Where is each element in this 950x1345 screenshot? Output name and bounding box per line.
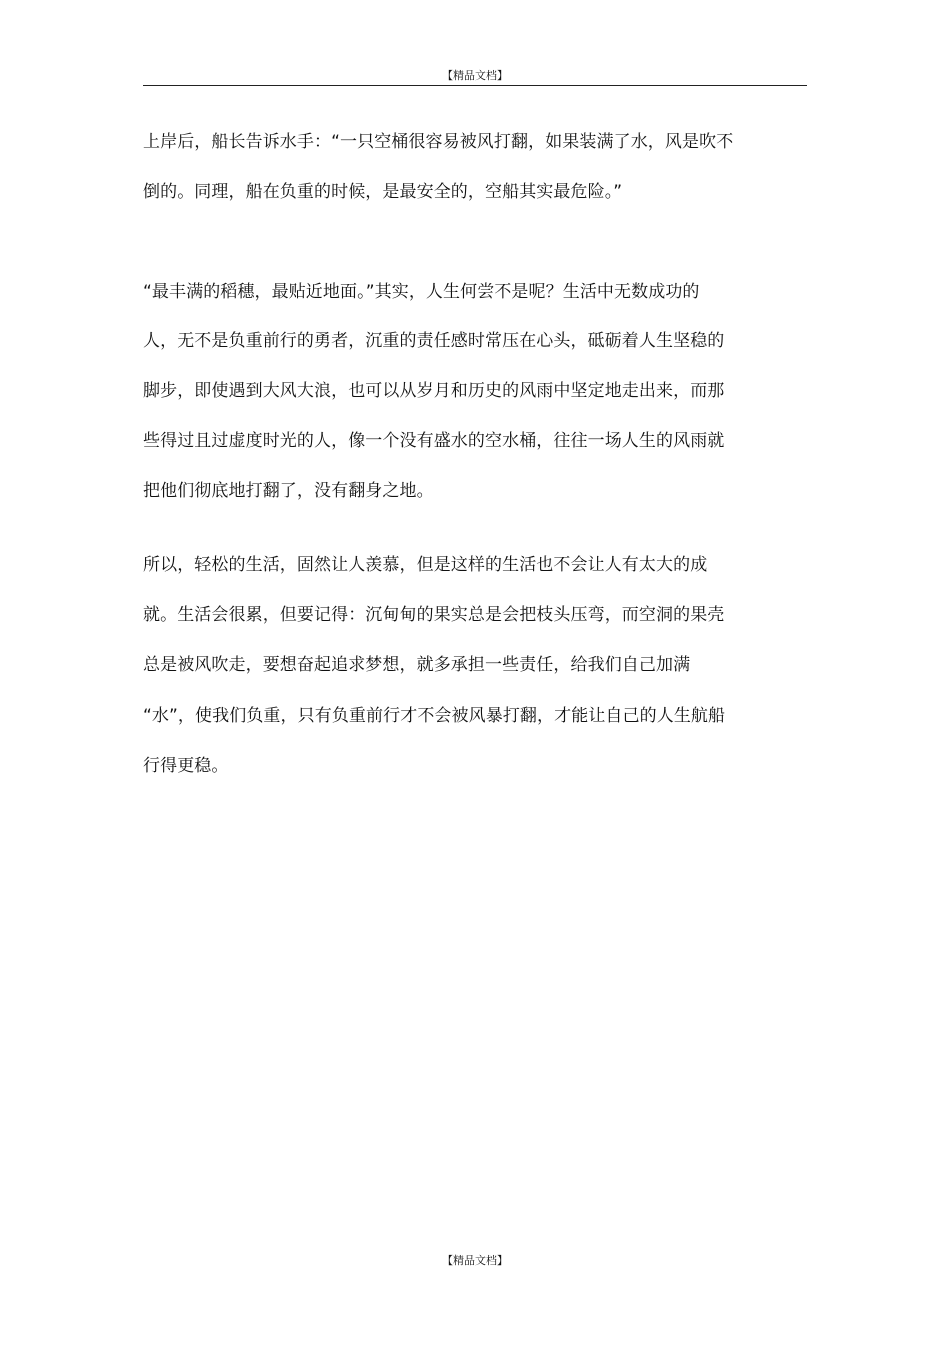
paragraph-1-line-2: 倒的。同理，船在负重的时候，是最安全的，空船其实最危险。” bbox=[143, 182, 623, 202]
paragraph-1-line-1: 上岸后，船长告诉水手：“一只空桶很容易被风打翻，如果装满了水，风是吹不 bbox=[143, 132, 734, 152]
paragraph-2-line-1: “最丰满的稻穗，最贴近地面。”其实，人生何尝不是呢？生活中无数成功的 bbox=[143, 282, 700, 302]
paragraph-2-line-2: 人，无不是负重前行的勇者，沉重的责任感时常压在心头，砥砺着人生坚稳的 bbox=[143, 331, 725, 351]
page-header: 【精品文档】 bbox=[442, 69, 508, 82]
paragraph-2-line-3: 脚步，即使遇到大风大浪，也可以从岁月和历史的风雨中坚定地走出来，而那 bbox=[143, 381, 725, 401]
paragraph-3-line-2: 就。生活会很累，但要记得：沉甸甸的果实总是会把枝头压弯，而空洞的果壳 bbox=[143, 605, 725, 625]
paragraph-3-line-5: 行得更稳。 bbox=[143, 756, 229, 776]
paragraph-2-line-4: 些得过且过虚度时光的人，像一个没有盛水的空水桶，往往一场人生的风雨就 bbox=[143, 431, 725, 451]
paragraph-3-line-4: “水”，使我们负重，只有负重前行才不会被风暴打翻，才能让自己的人生航船 bbox=[143, 706, 726, 726]
paragraph-3-line-3: 总是被风吹走，要想奋起追求梦想，就多承担一些责任，给我们自己加满 bbox=[143, 655, 691, 675]
paragraph-3-line-1: 所以，轻松的生活，固然让人羡慕，但是这样的生活也不会让人有太大的成 bbox=[143, 555, 708, 575]
page-footer: 【精品文档】 bbox=[442, 1254, 508, 1267]
header-divider bbox=[143, 85, 807, 86]
paragraph-2-line-5: 把他们彻底地打翻了，没有翻身之地。 bbox=[143, 481, 434, 501]
